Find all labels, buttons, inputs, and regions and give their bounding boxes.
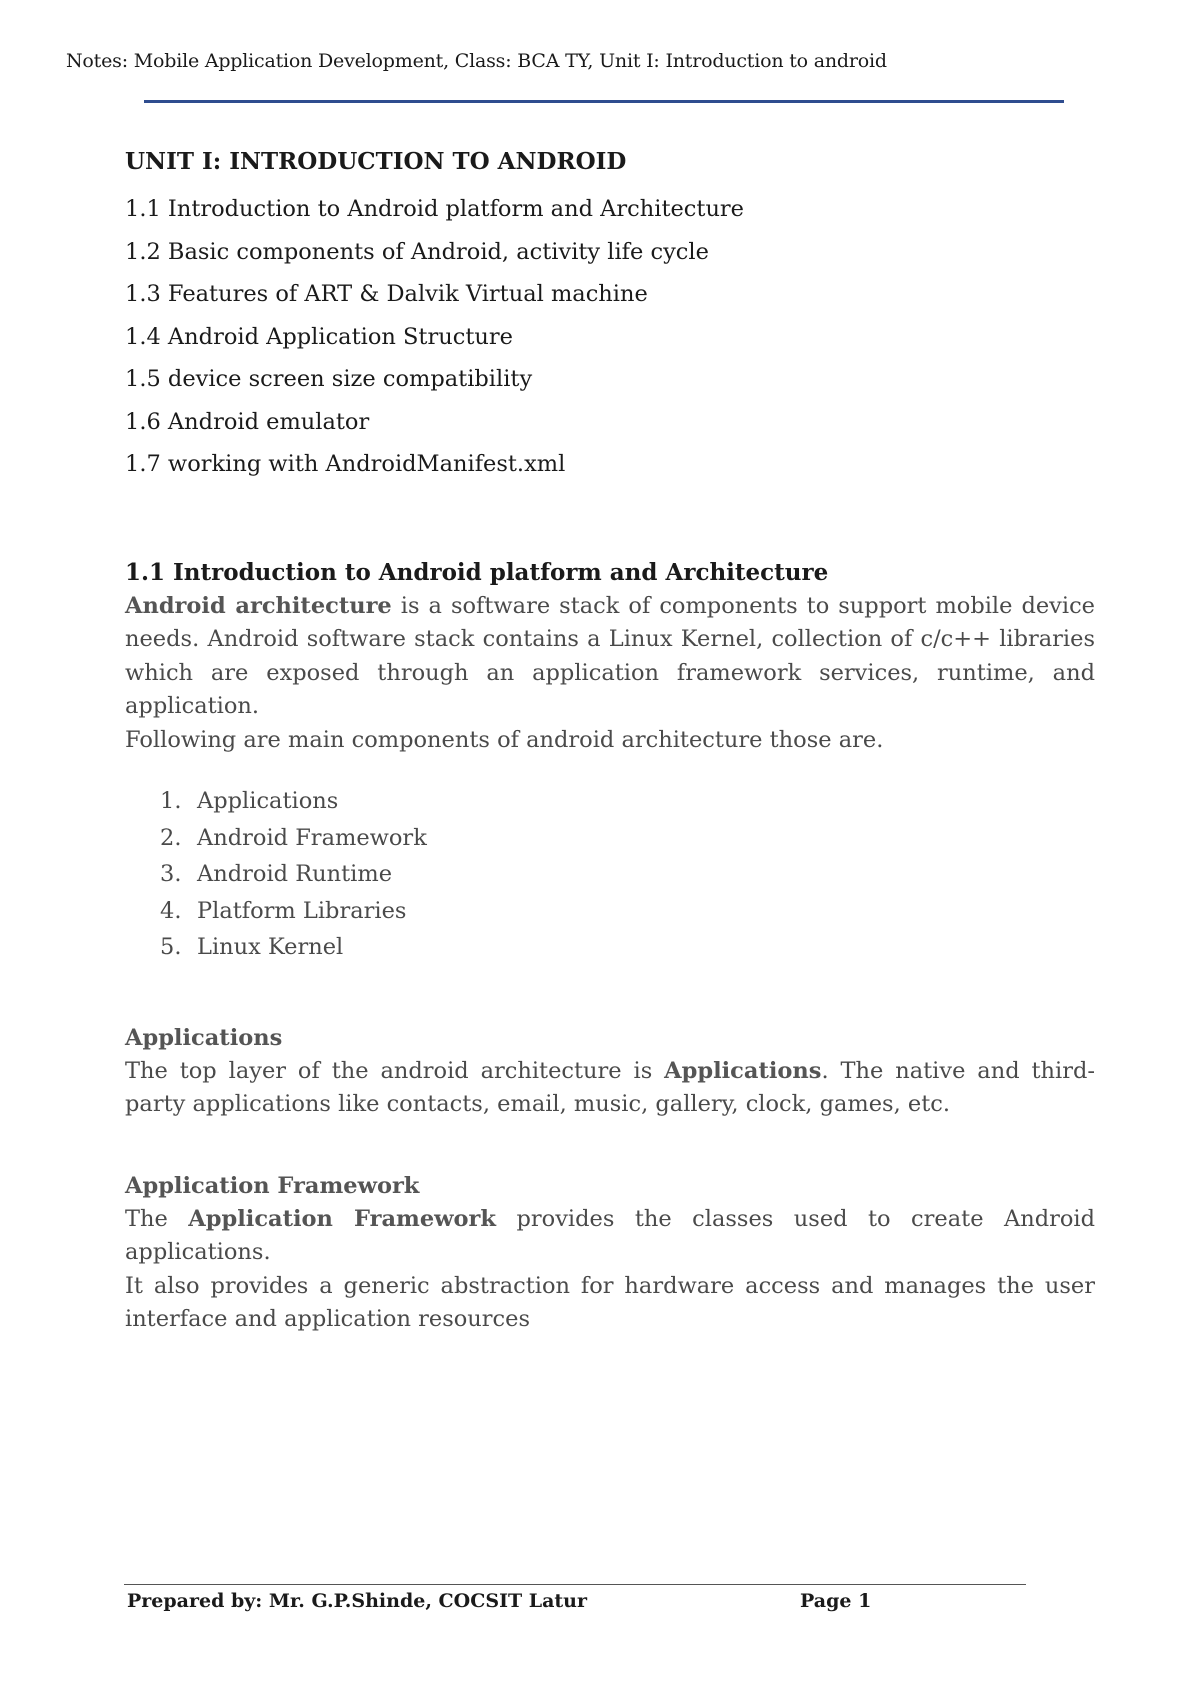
footer-rule	[124, 1584, 1026, 1585]
list-number: 2.	[160, 824, 182, 851]
applications-paragraph	[125, 1055, 1095, 1122]
framework-paragraph	[125, 1203, 1095, 1270]
list-label: Applications	[197, 788, 339, 814]
footer-page-number: Page 1	[800, 1590, 872, 1612]
page-content	[125, 145, 1095, 1337]
list-item	[160, 820, 1095, 857]
toc-item: 1.1 Introduction to Android platform and Architecture	[125, 196, 745, 222]
toc-item: 1.2 Basic components of Android, activity life cycle	[125, 238, 709, 265]
architecture-text: is a software stack of components to support mobile device needs. Android software stack contains a Linux Kernel, collection of c/c++ libraries which are exposed through an application framework services, runtime, and application.	[125, 592, 1095, 719]
list-number: 3.	[160, 861, 182, 887]
framework-heading: Application Framework	[125, 1172, 420, 1199]
table-of-contents	[125, 188, 1095, 486]
list-number: 5.	[160, 934, 182, 960]
applications-term: Applications	[664, 1057, 822, 1084]
running-header: Notes: Mobile Application Development, Class: BCA TY, Unit I: Introduction to android	[66, 50, 887, 72]
list-item	[160, 856, 1095, 893]
list-label: Android Framework	[197, 824, 427, 851]
toc-item: 1.3 Features of ART & Dalvik Virtual machine	[125, 281, 648, 307]
list-item	[160, 929, 1095, 966]
architecture-paragraph	[125, 590, 1095, 724]
list-label: Android Runtime	[197, 861, 393, 887]
framework-text-before: The	[125, 1205, 189, 1232]
components-list	[160, 783, 1095, 966]
list-number: 1.	[160, 788, 182, 814]
unit-title: UNIT I: INTRODUCTION TO ANDROID	[125, 148, 627, 175]
framework-term: Application Framework	[188, 1205, 497, 1232]
footer-prepared-by: Prepared by: Mr. G.P.Shinde, COCSIT Latur	[127, 1590, 587, 1612]
applications-text-before: The top layer of the android architecture is	[125, 1057, 665, 1084]
toc-item: 1.6 Android emulator	[125, 408, 370, 435]
toc-item: 1.5 device screen size compatibility	[125, 366, 533, 392]
applications-heading: Applications	[125, 1024, 283, 1051]
framework-text-after: provides the classes used to create Android applications.	[125, 1205, 1096, 1265]
section-heading: 1.1 Introduction to Android platform and Architecture	[125, 558, 829, 586]
list-label: Linux Kernel	[197, 934, 344, 960]
components-intro: Following are main components of android architecture those are.	[125, 726, 884, 753]
list-item	[160, 893, 1095, 930]
framework-paragraph-2: It also provides a generic abstraction for hardware access and manages the user interface and application resources	[125, 1272, 1095, 1332]
header-rule	[144, 100, 1064, 103]
toc-item: 1.4 Android Application Structure	[125, 323, 513, 350]
list-number: 4.	[160, 897, 182, 924]
architecture-term: Android architecture	[125, 592, 392, 619]
toc-item: 1.7 working with AndroidManifest.xml	[125, 451, 566, 477]
list-label: Platform Libraries	[197, 897, 407, 924]
applications-text-after: . The native and third-party applications like contacts, email, music, gallery, clock, games, etc.	[125, 1057, 1096, 1117]
list-item	[160, 783, 1095, 820]
